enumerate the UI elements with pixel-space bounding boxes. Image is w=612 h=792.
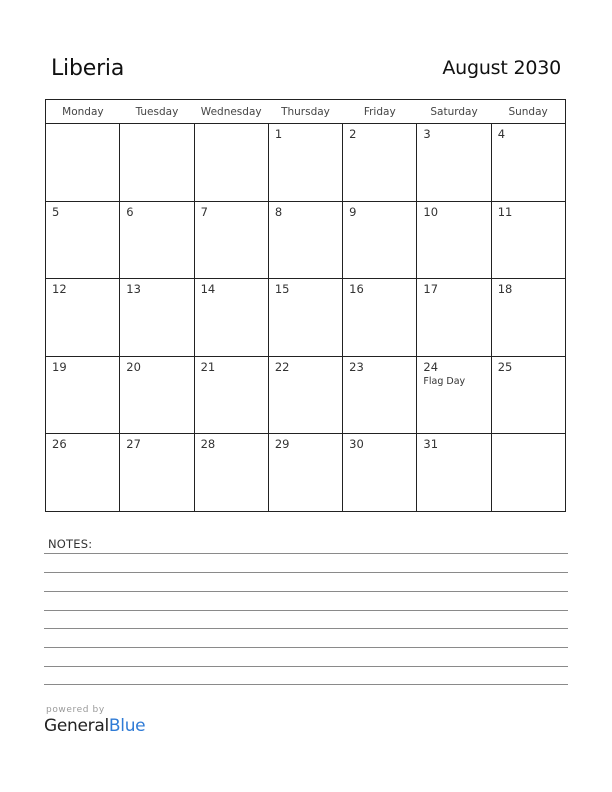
day-number: 2: [349, 127, 357, 141]
weekday-header: Monday: [46, 100, 120, 124]
day-number: 7: [200, 204, 208, 219]
weekday-header: Thursday: [268, 100, 342, 124]
notes-label: NOTES:: [48, 537, 93, 551]
weekday-header: Friday: [343, 100, 417, 124]
month-year-title: August 2030: [442, 57, 561, 79]
weekday-header: Saturday: [417, 100, 491, 124]
notes-line: [44, 553, 568, 554]
week-row: [46, 434, 566, 512]
day-cell: [343, 434, 417, 512]
day-cell: [343, 356, 417, 434]
brand-general: General: [44, 716, 109, 736]
day-number: 4: [497, 127, 506, 141]
day-cell: [194, 356, 268, 434]
day-cell: [491, 356, 565, 434]
holiday-label: Flag Day: [423, 375, 466, 387]
notes-line: [44, 572, 568, 573]
day-number: 29: [274, 437, 290, 452]
day-cell: [194, 124, 268, 202]
week-row: [46, 124, 566, 202]
day-number: 30: [349, 437, 364, 452]
day-cell: [417, 356, 491, 434]
week-row: [46, 201, 566, 279]
day-cell: [46, 201, 120, 279]
day-cell: [46, 279, 120, 357]
day-cell: [417, 279, 491, 357]
day-cell: [120, 356, 194, 434]
day-number: 9: [349, 204, 357, 219]
country-title: Liberia: [51, 56, 125, 81]
calendar-grid: [45, 99, 566, 512]
day-cell: [268, 356, 342, 434]
day-number: 5: [52, 204, 60, 219]
day-number: 25: [497, 359, 513, 374]
day-cell: [194, 279, 268, 357]
day-number: 11: [497, 204, 513, 219]
day-number: 17: [423, 282, 439, 297]
day-cell: [120, 124, 194, 202]
day-cell: [46, 124, 120, 202]
weekday-header: Wednesday: [194, 100, 268, 124]
day-cell: [491, 279, 565, 357]
day-number: 10: [423, 204, 439, 219]
day-cell: [268, 201, 342, 279]
day-number: 23: [349, 359, 364, 374]
day-number: 22: [274, 359, 290, 374]
day-number: 19: [52, 359, 67, 374]
day-number: 27: [126, 437, 141, 452]
notes-line: [44, 647, 568, 648]
day-cell: [417, 434, 491, 512]
day-cell: [417, 201, 491, 279]
day-cell: [194, 434, 268, 512]
generalblue-logo[interactable]: [44, 716, 145, 736]
day-number: 14: [200, 282, 216, 297]
day-cell: [491, 124, 565, 202]
day-number: 21: [200, 359, 216, 374]
day-number: 16: [349, 282, 364, 297]
day-number: 12: [52, 282, 67, 297]
day-number: 6: [126, 204, 134, 219]
day-cell: [194, 201, 268, 279]
brand-blue: Blue: [108, 716, 146, 736]
notes-line: [44, 666, 568, 667]
powered-by-text: powered by: [46, 705, 105, 715]
day-number: 8: [274, 204, 283, 219]
day-number: 13: [126, 282, 141, 297]
day-cell: [491, 201, 565, 279]
day-cell: [120, 201, 194, 279]
weekday-header: Sunday: [491, 100, 565, 124]
day-number: 15: [274, 282, 290, 297]
day-cell: [343, 279, 417, 357]
day-number: 26: [52, 437, 67, 452]
day-cell: [343, 201, 417, 279]
day-number: 1: [274, 127, 283, 141]
notes-line: [44, 684, 568, 685]
day-cell: [46, 434, 120, 512]
day-number: 3: [423, 127, 431, 141]
day-cell: [268, 279, 342, 357]
notes-line: [44, 610, 568, 611]
day-cell: [120, 279, 194, 357]
notes-line: [44, 591, 568, 592]
day-cell: [46, 356, 120, 434]
day-number: 28: [200, 437, 216, 452]
day-cell: [268, 434, 342, 512]
week-row: [46, 279, 566, 357]
day-cell: [343, 124, 417, 202]
day-cell: [491, 434, 565, 512]
day-number: 20: [126, 359, 141, 374]
notes-line: [44, 628, 568, 629]
weekday-header-row: [46, 100, 566, 124]
day-cell: [268, 124, 342, 202]
day-cell: [417, 124, 491, 202]
week-row: [46, 356, 566, 434]
day-number: 31: [423, 437, 439, 452]
day-number: 24: [423, 359, 439, 374]
day-cell: [120, 434, 194, 512]
weekday-header: Tuesday: [120, 100, 194, 124]
day-number: 18: [497, 282, 513, 297]
